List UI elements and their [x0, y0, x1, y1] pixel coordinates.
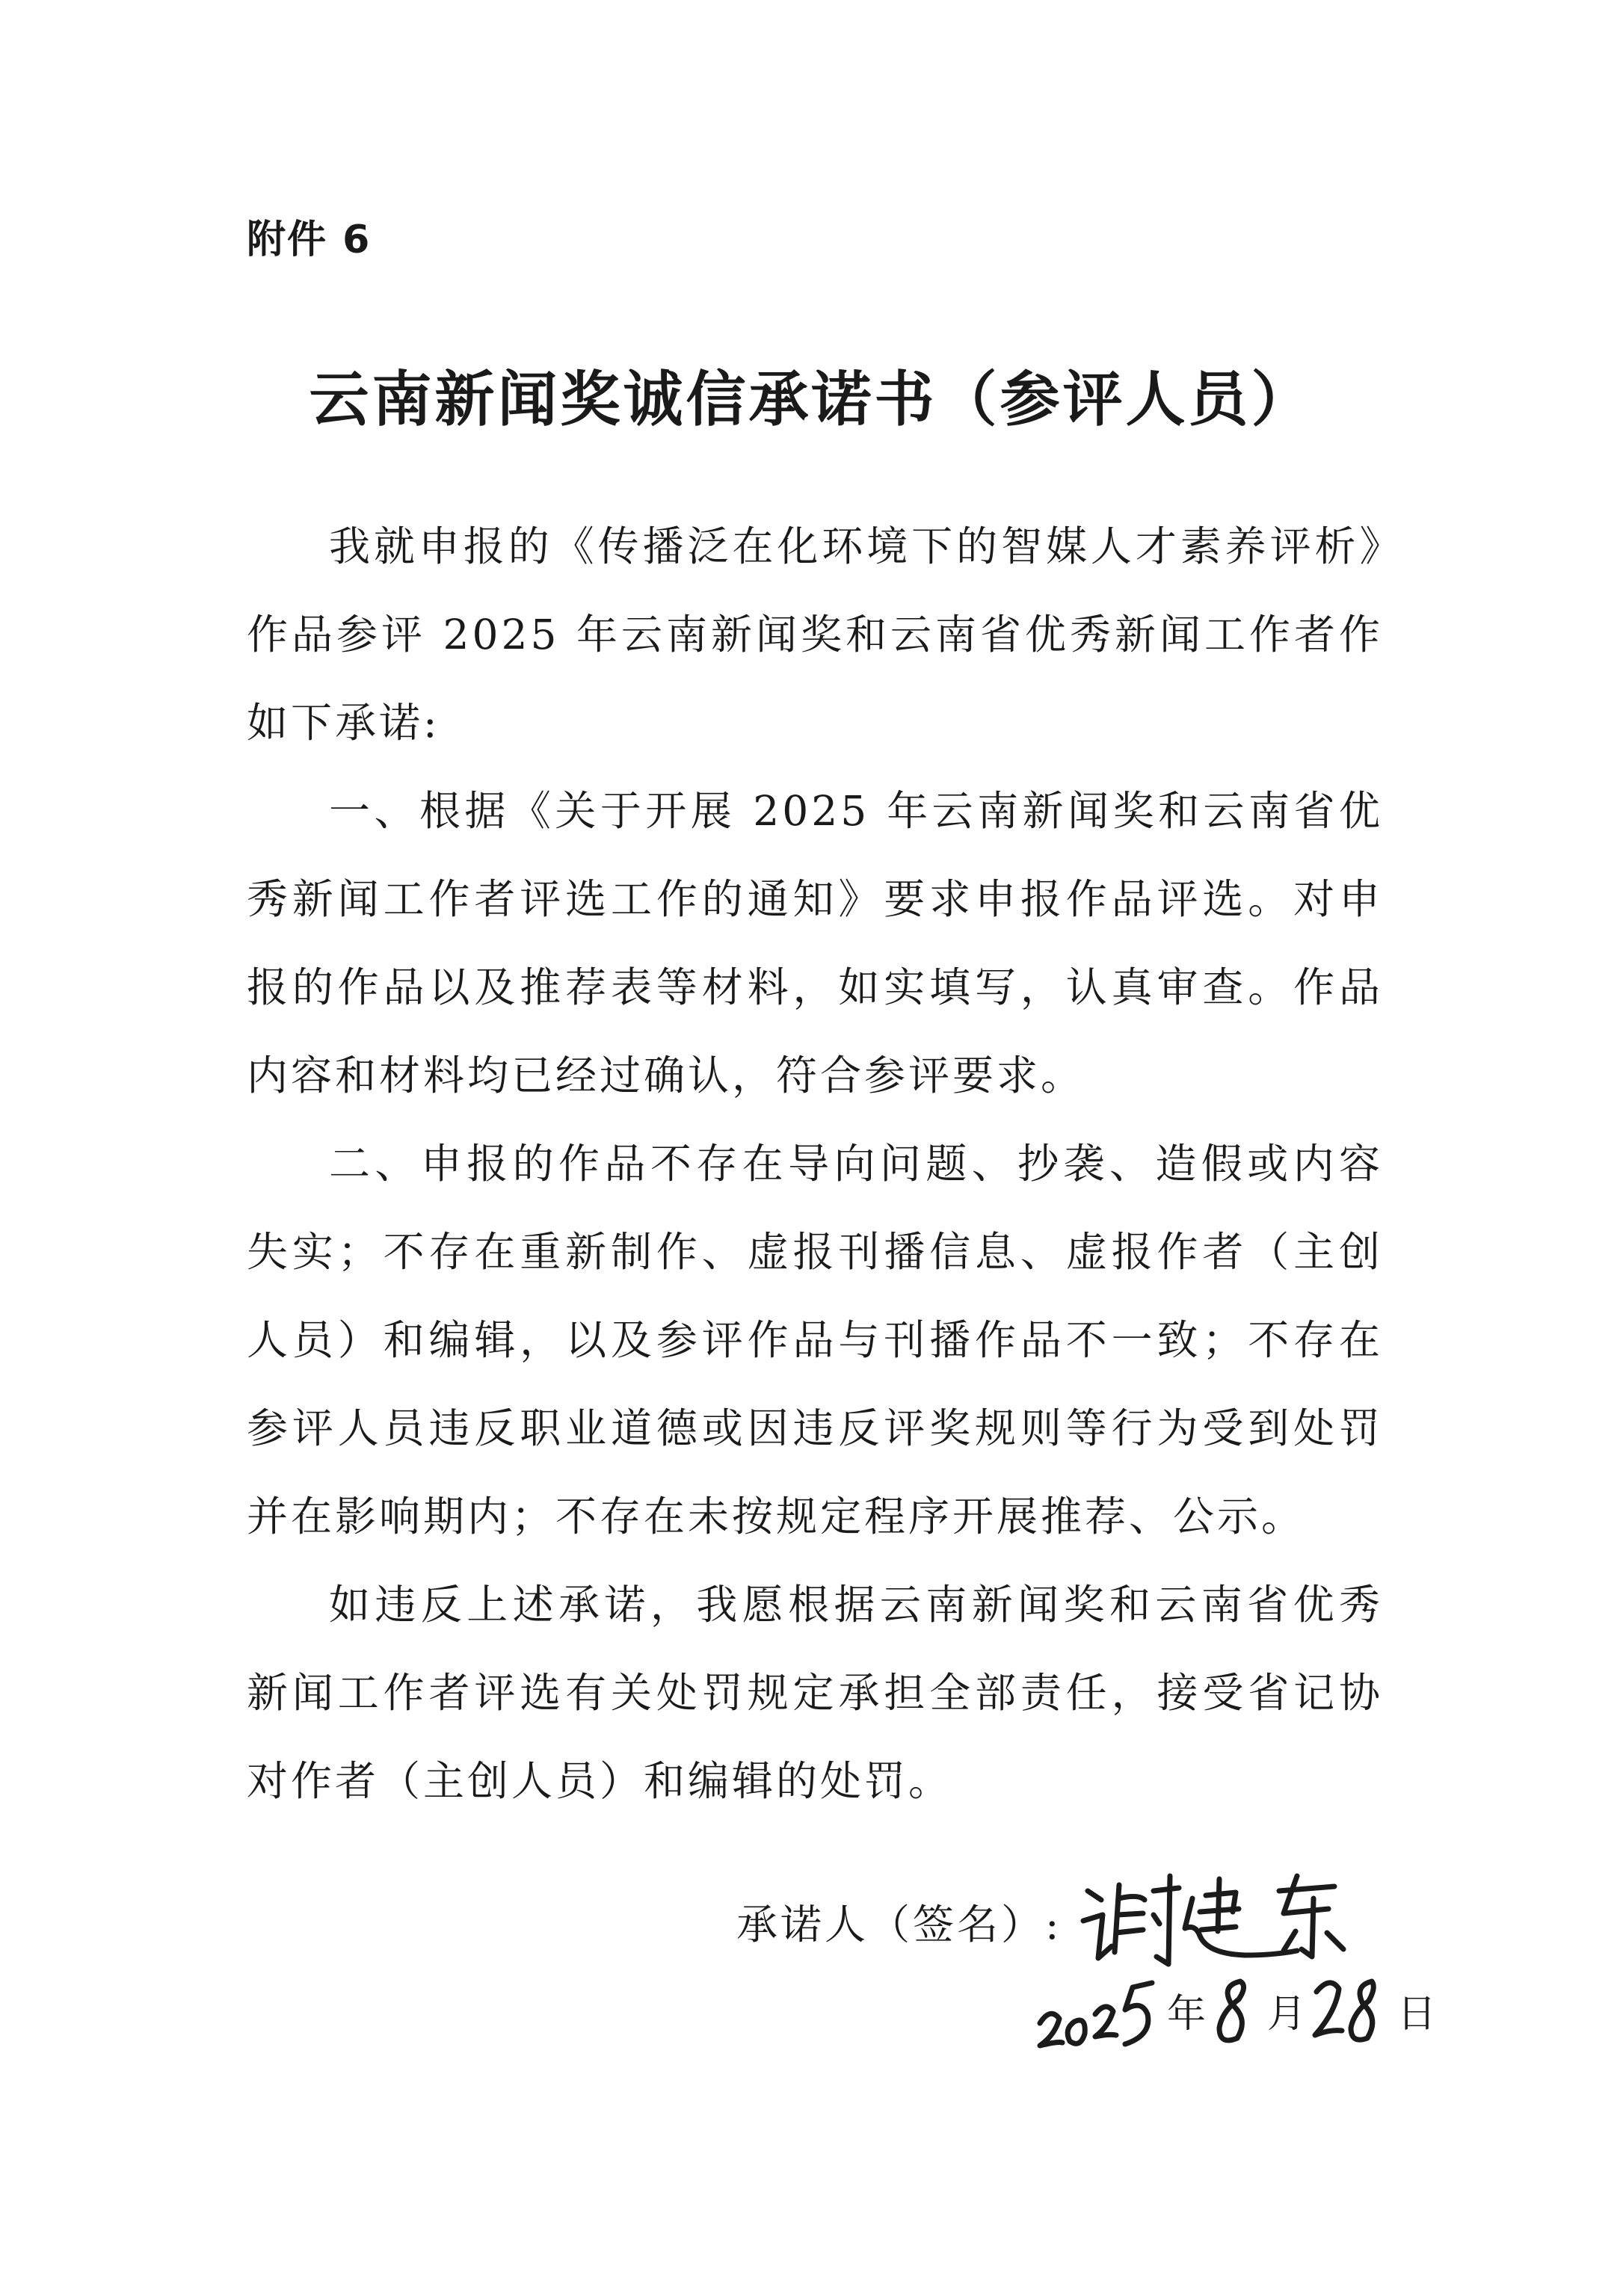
paragraph-commitment-1: 一、根据《关于开展 2025 年云南新闻奖和云南省优秀新闻工作者评选工作的通知》要求申报作品评选。对申报的作品以及推荐表等材料，如实填写，认真审查。作品内容和材料均已经过确认，符合参评要求。: [247, 787, 1383, 1099]
handwritten-day: [1311, 1969, 1393, 2052]
paragraph-liability: 如违反上述承诺，我愿根据云南新闻奖和云南省优秀新闻工作者评选有关处罚规定承担全部责任，接受省记协对作者（主创人员）和编辑的处罚。: [247, 1581, 1383, 1805]
handwritten-signature: [1073, 1868, 1372, 1973]
month-suffix: 月: [1267, 1992, 1307, 2037]
day-suffix: 日: [1397, 1992, 1437, 2037]
handwritten-year: [1035, 1969, 1162, 2052]
signature-row: [736, 1868, 1372, 1973]
year-suffix: 年: [1167, 1992, 1207, 2037]
signature-date: [1035, 1969, 1441, 2052]
paragraph-commitment-2: 二、申报的作品不存在导向问题、抄袭、造假或内容失实；不存在重新制作、虚报刊播信息、虚报作者（主创人员）和编辑，以及参评作品与刊播作品不一致；不存在参评人员违反职业道德或因违反评奖规则等行为受到处罚并在影响期内；不存在未按规定程序开展推荐、公示。: [247, 1140, 1383, 1540]
document-body: [247, 502, 1383, 1825]
attachment-label: 附件 6: [247, 217, 372, 262]
signature-label: 承诺人（签名）:: [736, 1900, 1062, 1948]
document-title: 云南新闻奖诚信承诺书（参评人员）: [309, 365, 1314, 434]
handwritten-month: [1210, 1969, 1263, 2052]
paragraph-intro: 我就申报的《传播泛在化环境下的智媒人才素养评析》作品参评 2025 年云南新闻奖和云南省优秀新闻工作者作如下承诺:: [247, 522, 1383, 747]
